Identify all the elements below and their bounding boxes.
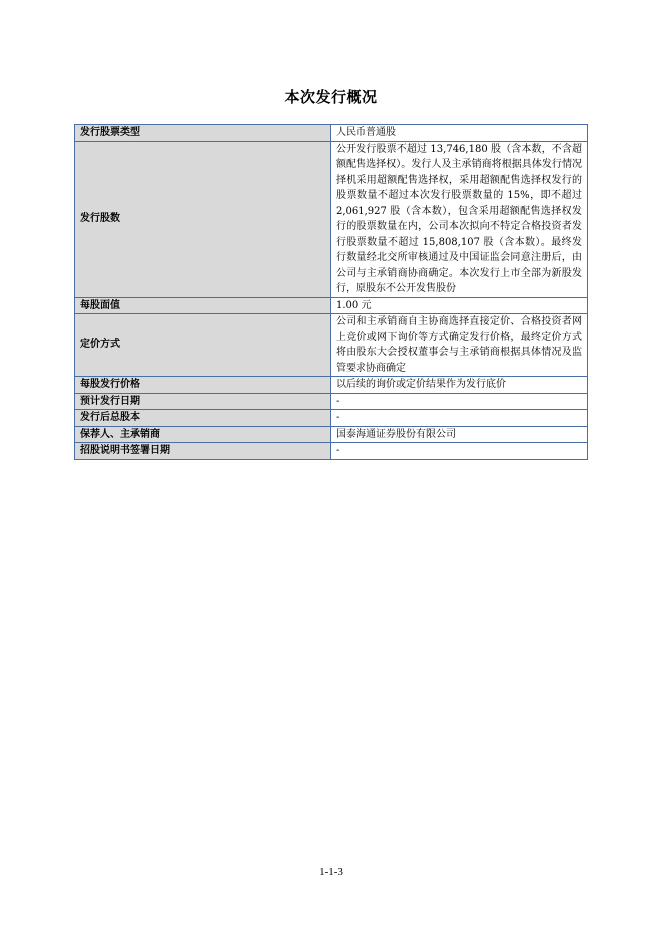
- row-label-total-shares: 发行后总股本: [75, 410, 331, 427]
- table-row: [75, 297, 588, 314]
- row-label-issue-price: 每股发行价格: [75, 377, 331, 394]
- table-row: [75, 141, 588, 297]
- table-row: [75, 426, 588, 443]
- row-value-par-value: 1.00 元: [331, 297, 588, 314]
- row-label-pricing-method: 定价方式: [75, 314, 331, 377]
- row-value-issue-date: -: [331, 393, 588, 410]
- row-value-shares-issued: 公开发行股票不超过 13,746,180 股（含本数，不含超额配售选择权）。发行人及主承销商将根据具体发行情况择机采用超额配售选择权，采用超额配售选择权发行的股票数量不超过本次发行股票数量的 15%，即不超过 2,061,927 股（含本数），包含采用超额配售选择权发行的股票数量在内，公司本次拟向不特定合格投资者发行股票数量不超过 15,808,107 股（含本数）。最终发行数量经北交所审核通过及中国证监会同意注册后，由公司与主承销商协商确定。本次发行上市全部为新股发行，原股东不公开发售股份: [331, 141, 588, 297]
- table-row: [75, 314, 588, 377]
- row-label-shares-issued: 发行股数: [75, 141, 331, 297]
- row-value-signing-date: -: [331, 443, 588, 460]
- table-row: [75, 443, 588, 460]
- row-label-stock-type: 发行股票类型: [75, 125, 331, 142]
- row-label-signing-date: 招股说明书签署日期: [75, 443, 331, 460]
- table-row: [75, 393, 588, 410]
- page-number: 1-1-3: [319, 866, 343, 878]
- row-value-issue-price: 以后续的询价或定价结果作为发行底价: [331, 377, 588, 394]
- row-label-issue-date: 预计发行日期: [75, 393, 331, 410]
- row-value-pricing-method: 公司和主承销商自主协商选择直接定价、合格投资者网上竞价或网下询价等方式确定发行价格，最终定价方式将由股东大会授权董事会与主承销商根据具体情况及监管要求协商确定: [331, 314, 588, 377]
- offering-summary-table: [74, 124, 588, 460]
- page-title: 本次发行概况: [284, 88, 378, 106]
- table-row: [75, 125, 588, 142]
- row-value-sponsor: 国泰海通证券股份有限公司: [331, 426, 588, 443]
- row-label-sponsor: 保荐人、主承销商: [75, 426, 331, 443]
- row-label-par-value: 每股面值: [75, 297, 331, 314]
- table-row: [75, 410, 588, 427]
- row-value-total-shares: -: [331, 410, 588, 427]
- row-value-stock-type: 人民币普通股: [331, 125, 588, 142]
- table-row: [75, 377, 588, 394]
